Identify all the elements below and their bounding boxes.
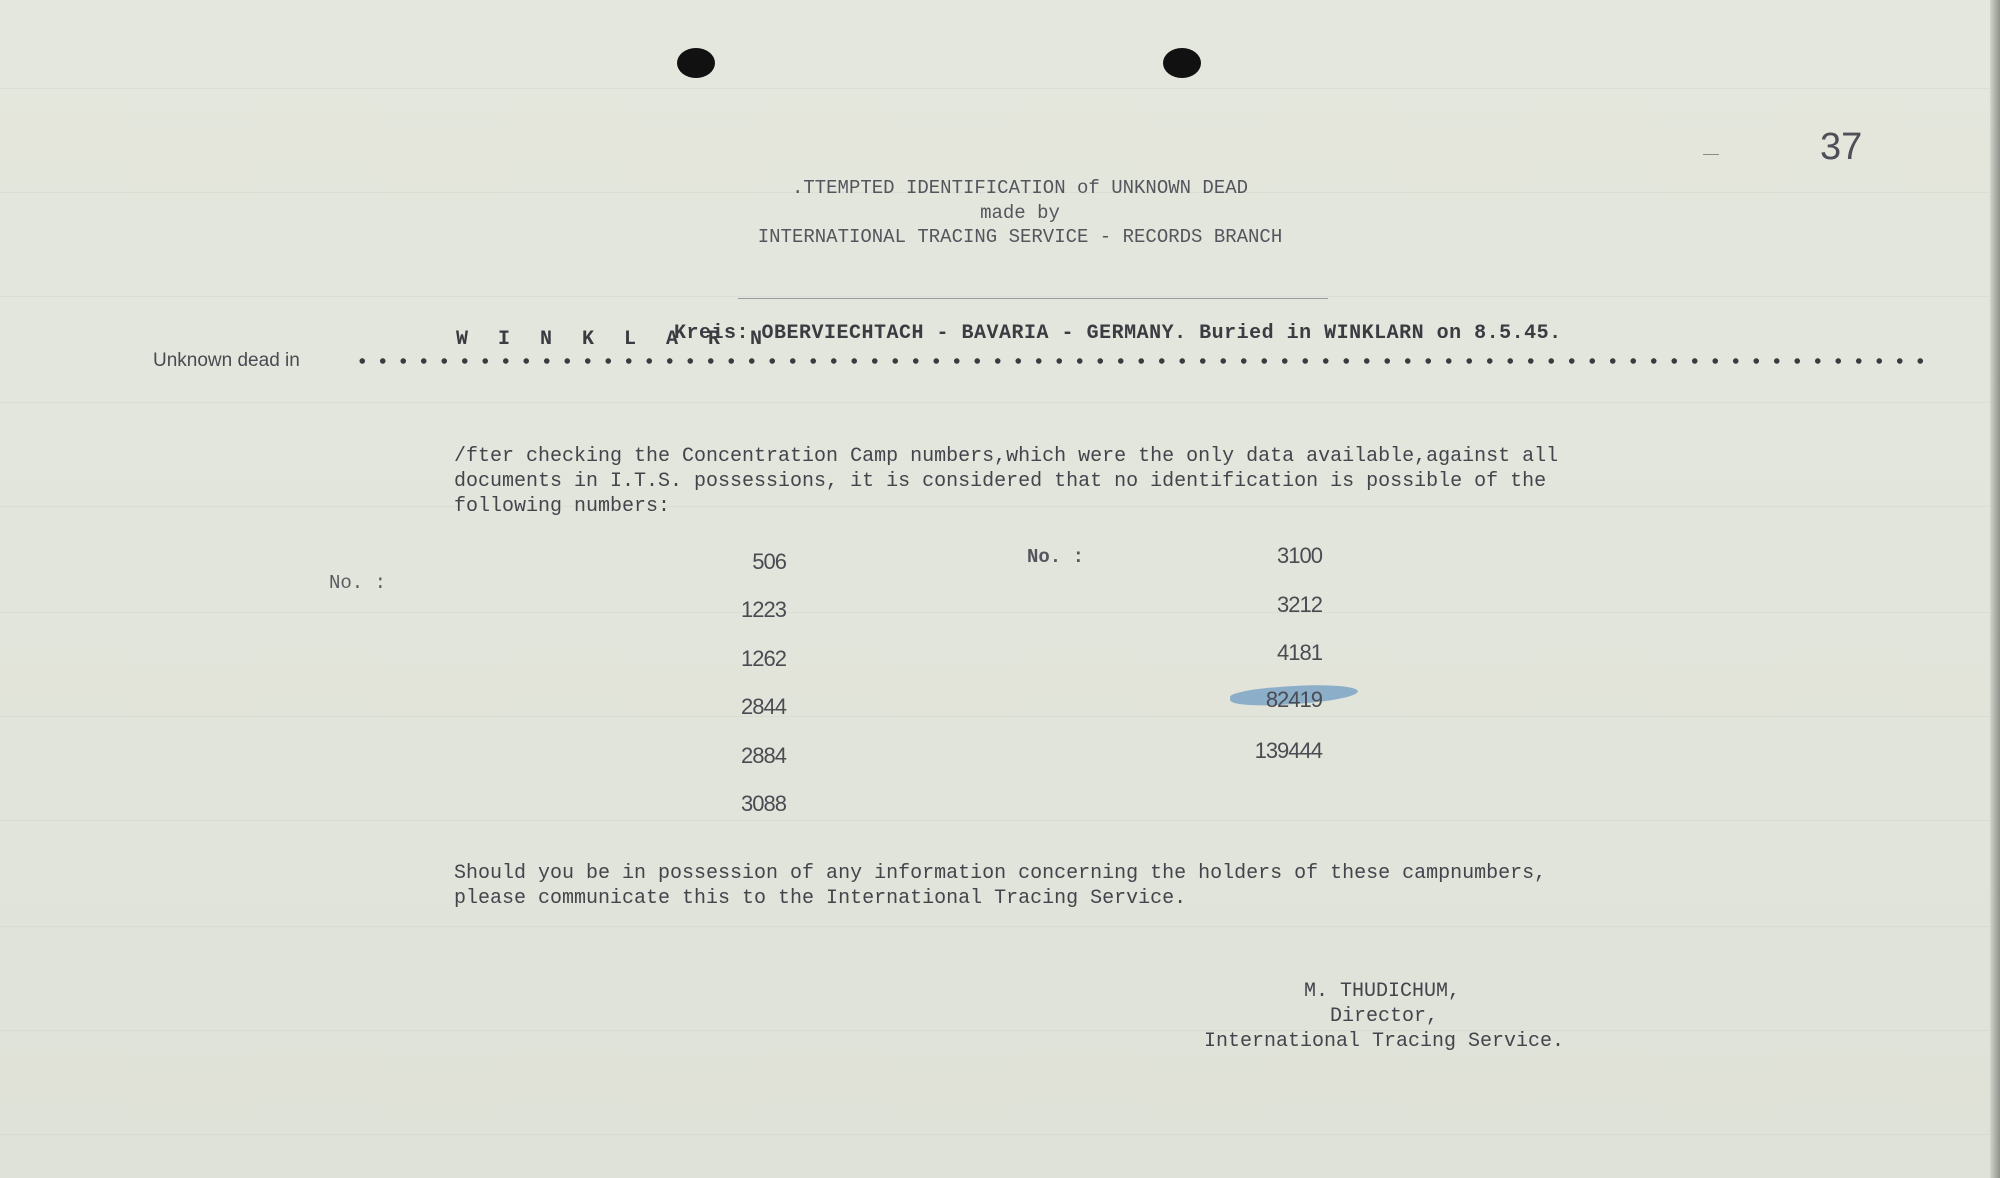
punch-hole-left <box>677 48 715 78</box>
body-line-3: following numbers: <box>454 495 671 518</box>
numbers-label-right: No. : <box>1027 546 1085 568</box>
unknown-dead-label: Unknown dead in <box>153 350 300 371</box>
body-line-2: documents in I.T.S. possessions, it is considered that no identification is possible of the <box>454 470 1547 493</box>
page-number: 37 <box>1820 126 1863 168</box>
punch-hole-right <box>1163 48 1201 78</box>
closing-line-2: please communicate this to the International Tracing Service. <box>454 887 1187 910</box>
signatory-organization: International Tracing Service. <box>1204 1030 1565 1053</box>
camp-number: 4181 <box>1277 640 1322 665</box>
camp-number: 3100 <box>1277 543 1322 568</box>
camp-number: 3212 <box>1277 592 1322 617</box>
closing-line-1: Should you be in possession of any information concerning the holders of these campnumbers, <box>454 862 1547 885</box>
body-line-1: /fter checking the Concentration Camp numbers,which were the only data available,against all <box>454 445 1559 468</box>
page-edge <box>1990 0 2000 1178</box>
numbers-label-left: No. : <box>329 572 387 594</box>
document-issuer: INTERNATIONAL TRACING SERVICE - RECORDS BRANCH <box>757 226 1283 248</box>
burial-details: Kreis: OBERVIECHTACH - BAVARIA - GERMANY. Buried in WINKLARN on 8.5.45. <box>674 322 1562 345</box>
camp-number: 506 <box>752 549 786 574</box>
camp-number: 1262 <box>741 646 786 671</box>
dotted-leader <box>352 357 1930 365</box>
camp-number: 3088 <box>741 791 786 816</box>
document-subtitle: made by <box>980 202 1060 224</box>
signatory-name: M. THUDICHUM, <box>1304 980 1461 1003</box>
signatory-title: Director, <box>1330 1005 1439 1028</box>
document-title: .TTEMPTED IDENTIFICATION of UNKNOWN DEAD <box>791 177 1249 199</box>
burial-place: W I N K L A R N <box>456 328 772 351</box>
camp-number: 2844 <box>741 694 786 719</box>
camp-number-struck: 82419 <box>1265 687 1322 712</box>
camp-number: 1223 <box>741 597 786 622</box>
camp-number: 139444 <box>1254 738 1322 763</box>
camp-number: 2884 <box>741 743 786 768</box>
